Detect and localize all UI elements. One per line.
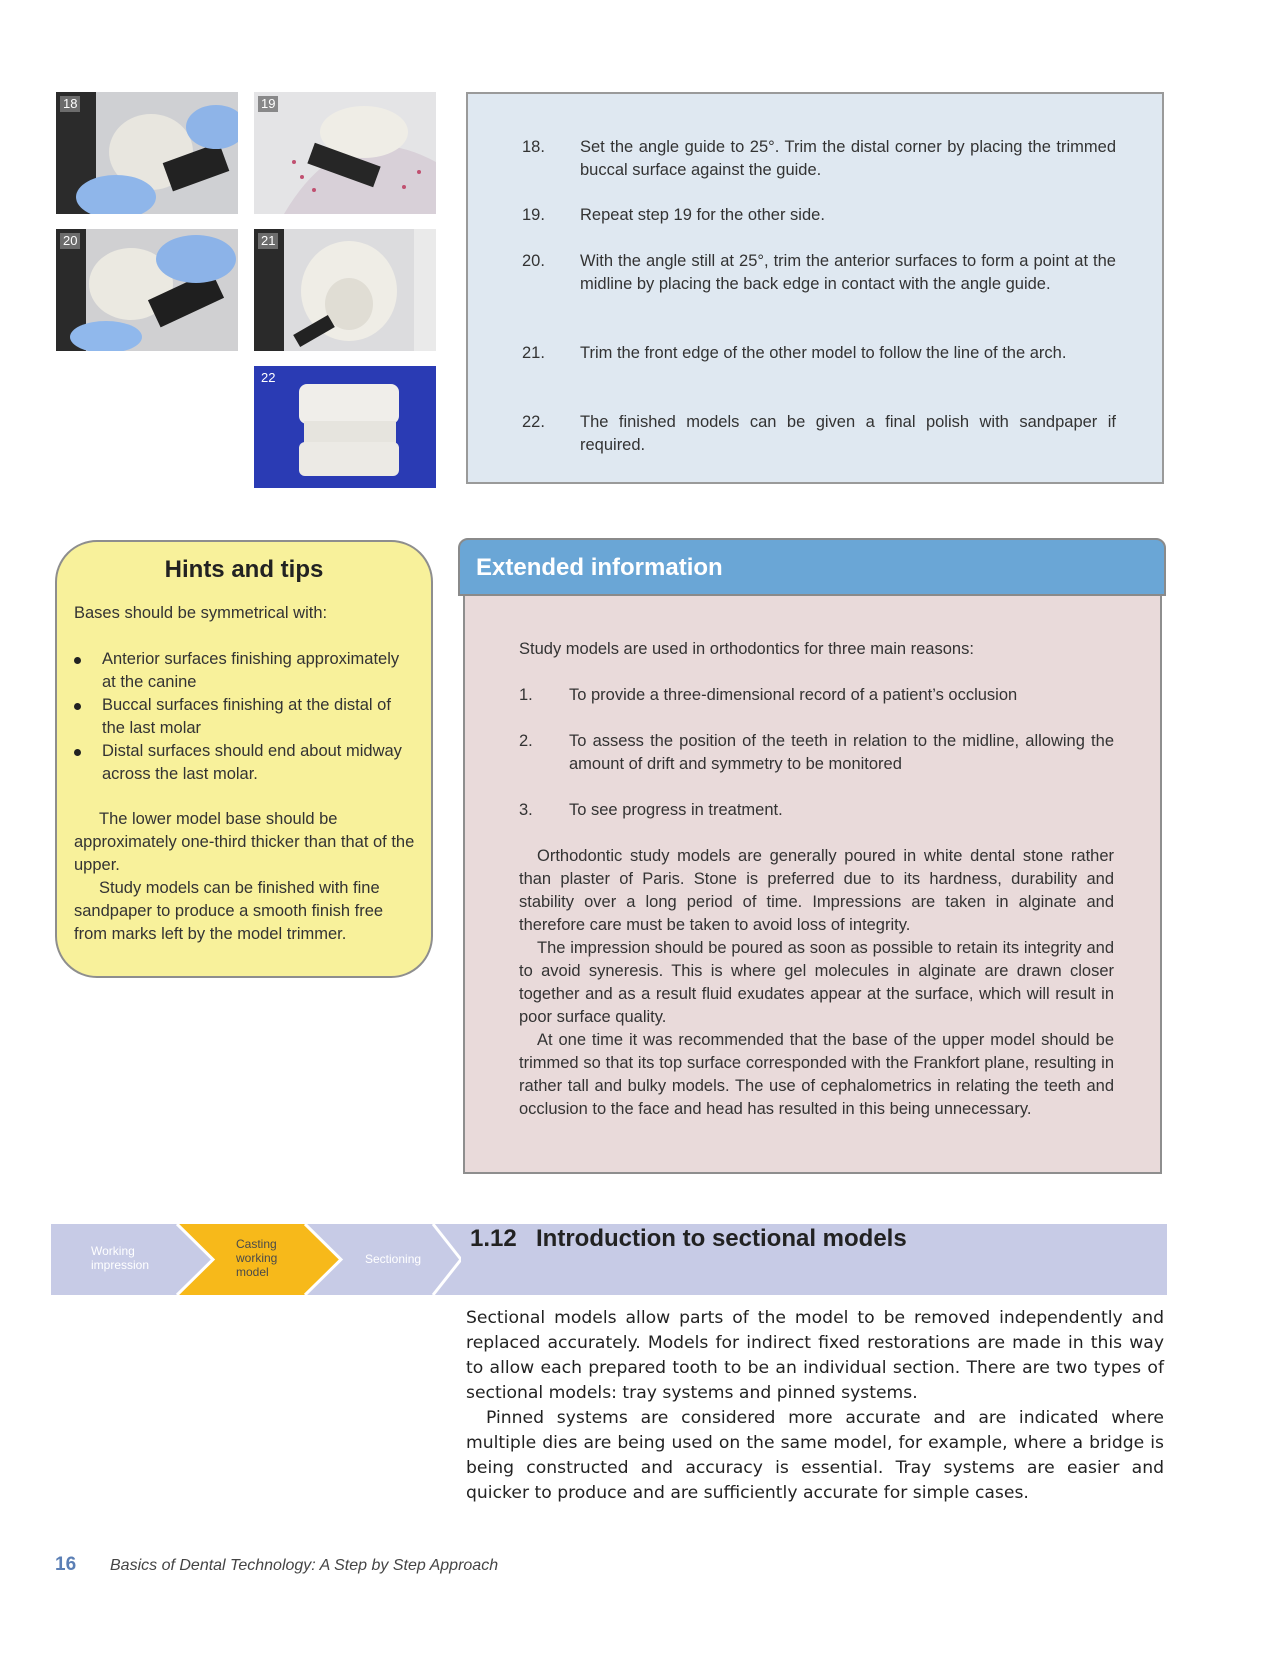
bullet-icon bbox=[74, 657, 81, 664]
body-paragraph: Pinned systems are considered more accurate and are indicated where multiple dies are being used on the same model, for example, where a bridge is being constructed and accuracy is essential. Tray systems are easier and quicker to produce and are sufficiently accurate for simple cases. bbox=[466, 1408, 1164, 1503]
photo-number: 21 bbox=[258, 233, 278, 249]
hint-bullet-text: Anterior surfaces finishing approximately at the canine bbox=[102, 650, 400, 691]
section-number: 1.12 bbox=[470, 1225, 517, 1252]
page-number: 16 bbox=[55, 1554, 77, 1575]
extended-info-header bbox=[458, 538, 1166, 596]
photo-21-image bbox=[254, 229, 436, 351]
step-text: Trim the front edge of the other model to follow the line of the arch. bbox=[580, 344, 1067, 362]
list-number: 1. bbox=[519, 686, 533, 704]
hints-intro: Bases should be symmetrical with: bbox=[74, 604, 328, 622]
extended-paragraph: The impression should be poured as soon as possible to retain its integrity and to avoid syneresis. This is where gel molecules in alginate are drawn closer together and as a result fluid exudates appear at the surface, which will result in poor surface quality. bbox=[519, 939, 1114, 1026]
photo-step-21 bbox=[254, 229, 436, 351]
step-text: With the angle still at 25°, trim the anterior surfaces to form a point at the midline by placing the back edge in contact with the angle guide. bbox=[580, 252, 1116, 293]
photo-step-18 bbox=[56, 92, 238, 214]
hint-bullet-text: Distal surfaces should end about midway across the last molar. bbox=[102, 742, 402, 783]
step-number: 22. bbox=[522, 413, 545, 431]
section-heading bbox=[470, 1225, 907, 1253]
body-paragraph: Sectional models allow parts of the model to be removed independently and replaced accurately. Models for indirect fixed restorations are made in this way to allow each prepared tooth to be an individual section. There are two types of sectional models: tray systems and pinned systems. bbox=[466, 1308, 1164, 1403]
photo-step-19 bbox=[254, 92, 436, 214]
list-text: To see progress in treatment. bbox=[569, 801, 783, 819]
photo-20-image bbox=[56, 229, 238, 351]
extended-info-title: Extended information bbox=[476, 554, 723, 581]
step-number: 18. bbox=[522, 138, 545, 156]
photo-number: 19 bbox=[258, 96, 278, 112]
list-number: 2. bbox=[519, 732, 533, 750]
extended-paragraph: Orthodontic study models are generally poured in white dental stone rather than plaster of Paris. Stone is preferred due to its hardness, durability and stability over a long period of time. Impressions are taken in alginate and therefore care must be taken to avoid loss of integrity. bbox=[519, 847, 1114, 934]
list-text: To provide a three-dimensional record of a patient’s occlusion bbox=[569, 686, 1018, 704]
extended-paragraph: At one time it was recommended that the base of the upper model should be trimmed so that its top surface corresponded with the Frankfort plane, resulting in rather tall and bulky models. The use of cephalometrics in relating the teeth and occlusion to the face and head has resulted in this being unnecessary. bbox=[519, 1031, 1114, 1118]
extended-intro: Study models are used in orthodontics for three main reasons: bbox=[519, 640, 974, 658]
step-text: Repeat step 19 for the other side. bbox=[580, 206, 825, 224]
photo-19-image bbox=[254, 92, 436, 214]
hints-title: Hints and tips bbox=[164, 556, 324, 583]
photo-number: 18 bbox=[60, 96, 80, 112]
hints-paragraph: Study models can be finished with fine sandpaper to produce a smooth finish free from marks left by the model trimmer. bbox=[74, 879, 384, 943]
book-title: Basics of Dental Technology: A Step by Step Approach bbox=[110, 1557, 499, 1574]
workflow-step-label-active: Casting working model bbox=[236, 1237, 278, 1279]
step-number: 20. bbox=[522, 252, 545, 270]
hint-bullet-text: Buccal surfaces finishing at the distal of the last molar bbox=[102, 696, 391, 737]
list-text: To assess the position of the teeth in relation to the midline, allowing the amount of drift and symmetry to be monitored bbox=[569, 732, 1114, 773]
photo-step-22 bbox=[254, 366, 436, 488]
step-text: Set the angle guide to 25°. Trim the distal corner by placing the trimmed buccal surface against the guide. bbox=[580, 138, 1116, 179]
workflow-step-label: Sectioning bbox=[365, 1252, 422, 1266]
hints-paragraph: The lower model base should be approximately one-third thicker than that of the upper. bbox=[74, 810, 415, 874]
section-title: Introduction to sectional models bbox=[536, 1225, 907, 1252]
bullet-icon bbox=[74, 749, 81, 756]
photo-step-20 bbox=[56, 229, 238, 351]
photo-number: 22 bbox=[261, 370, 276, 385]
photo-22-image bbox=[254, 366, 436, 488]
photo-18-image bbox=[56, 92, 238, 214]
step-text: The finished models can be given a final polish with sandpaper if required. bbox=[580, 413, 1116, 454]
hints-and-tips-box bbox=[55, 540, 433, 978]
step-number: 19. bbox=[522, 206, 545, 224]
list-number: 3. bbox=[519, 801, 533, 819]
steps-box bbox=[466, 92, 1164, 484]
extended-info-body bbox=[463, 596, 1162, 1174]
bullet-icon bbox=[74, 703, 81, 710]
step-number: 21. bbox=[522, 344, 545, 362]
photo-number: 20 bbox=[60, 233, 80, 249]
workflow-step-label: Working impression bbox=[91, 1244, 150, 1272]
